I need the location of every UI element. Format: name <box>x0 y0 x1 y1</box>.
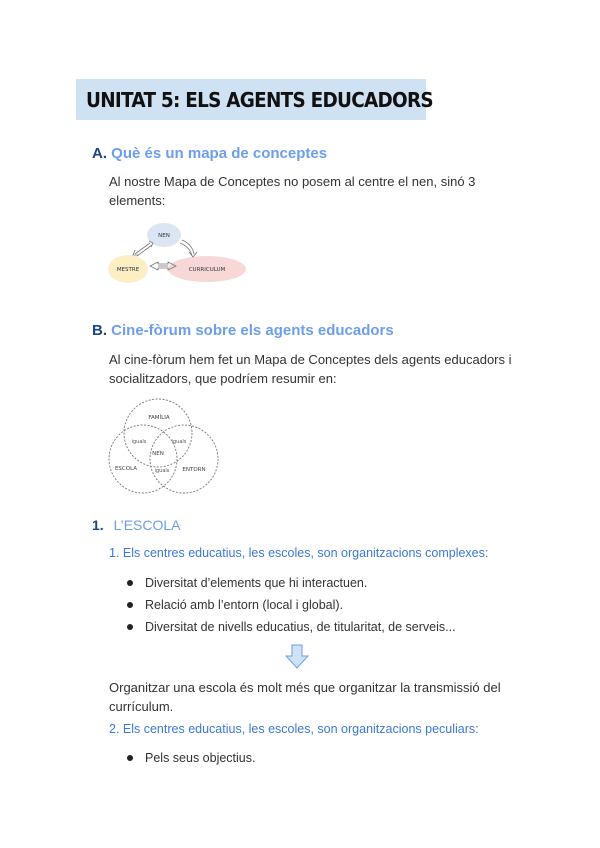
section-b-letter: B. <box>92 322 107 339</box>
bullet-dot <box>127 602 133 608</box>
bullet-dot <box>127 624 133 630</box>
section-a-letter: A. <box>92 145 107 162</box>
double-arrow-left <box>133 241 153 256</box>
list-item: Relació amb l’entorn (local i global). <box>127 596 456 618</box>
venn-circle-environment <box>150 425 218 493</box>
page-title: UNITAT 5: ELS AGENTS EDUCADORS <box>86 88 433 112</box>
section-a-title: Què és un mapa de conceptes <box>111 145 328 162</box>
section-a-paragraph: Al nostre Mapa de Conceptes no posem al centre el nen, sinó 3 elements: <box>109 174 476 208</box>
bullet-list-complex <box>127 574 456 640</box>
down-arrow-icon <box>284 644 310 670</box>
section-b-heading <box>92 322 394 339</box>
bullet-list-peculiar <box>127 749 255 771</box>
subheading-complex-organizations: 1. Els centres educatius, les escoles, son organitzacions complexes: <box>109 546 489 560</box>
title-band <box>76 79 433 120</box>
concept-map-diagram <box>108 218 258 290</box>
venn-label-environment: ENTORN <box>182 467 206 473</box>
venn-label-center: NEN <box>152 451 164 457</box>
node-mestre-label: MESTRE <box>116 267 140 273</box>
venn-diagram <box>106 398 224 496</box>
venn-label-family: FAMÍLIA <box>148 415 170 421</box>
list-item: Diversitat d’elements que hi interactuen. <box>127 574 456 596</box>
bullet-dot <box>127 580 133 586</box>
section-b-title: Cine-fòrum sobre els agents educadors <box>111 322 394 339</box>
node-nen-label: NEN <box>158 233 170 239</box>
section-a-heading <box>92 145 327 162</box>
list-item: Diversitat de nivells educatius, de titularitat, de serveis... <box>127 618 456 640</box>
venn-label-school: ESCOLA <box>114 466 138 472</box>
section-1-paragraph: Organitzar una escola és molt més que organitzar la transmissió del currículum. <box>109 680 501 714</box>
double-arrow-right <box>180 240 197 257</box>
section-1-heading <box>92 517 181 533</box>
node-curriculum-label: CURRICULUM <box>188 267 226 273</box>
venn-label-iguals-right: iguals <box>171 439 187 445</box>
venn-circle-school <box>109 425 177 493</box>
section-b-paragraph: Al cine-fòrum hem fet un Mapa de Conceptes dels agents educadors i socialitzadors, que podríem resumir en: <box>109 352 512 386</box>
subheading-peculiar-organizations: 2. Els centres educatius, les escoles, son organitzacions peculiars: <box>109 722 479 736</box>
bullet-dot <box>127 755 133 761</box>
section-1-title: L’ESCOLA <box>113 517 181 533</box>
list-item: Pels seus objectius. <box>127 749 255 771</box>
venn-label-iguals-bottom: iguals <box>154 468 170 474</box>
section-1-number: 1. <box>92 517 104 533</box>
venn-label-iguals-left: iguals <box>131 439 147 445</box>
